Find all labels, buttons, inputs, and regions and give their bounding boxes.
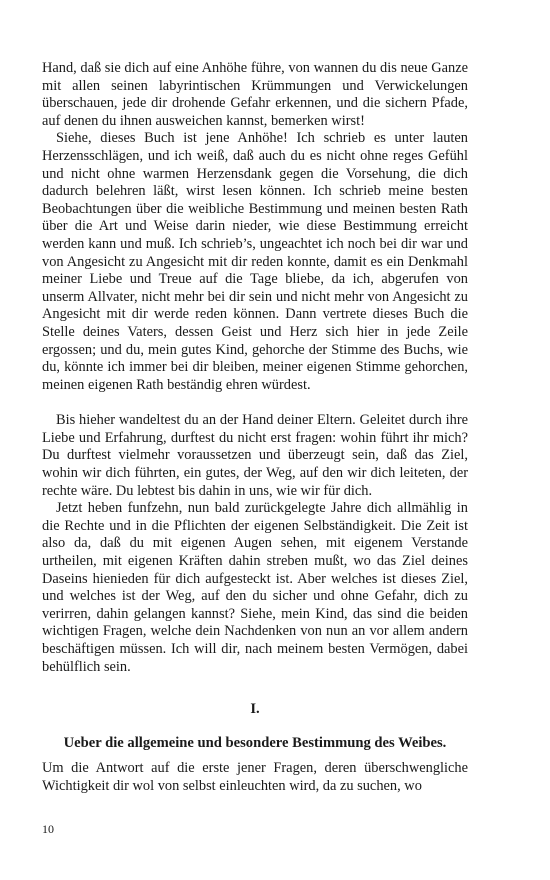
paragraph-continuation: Hand, daß sie dich auf eine Anhöhe führe, von wannen du dis neue Ganze mit allen seinen labyrintischen Krümmungen und Verwickelungen überschauen, jede dir drohende Gefahr erkennen, und die sichern Pfade, auf denen du ihnen ausweichen kannst, bemerken wirst! [42, 60, 468, 129]
book-page [42, 60, 468, 795]
paragraph-gap [42, 394, 468, 412]
paragraph-chapter-opening: Um die Antwort auf die erste jener Fragen, deren überschwengliche Wichtigkeit dir wol von selbst einleuchten wird, da zu suchen, wo [42, 760, 468, 794]
paragraph-book-as-height: Siehe, dieses Buch ist jene Anhöhe! Ich schrieb es unter lauten Herzensschlägen, und ich weiß, daß auch du es nicht ohne reges Gefühl und nicht ohne warmen Herzensdank gegen die Vorsehung, die dich dadurch belehren läßt, wirst lesen können. Ich schrieb meine besten Beobachtungen über die weibliche Bestimmung und meinen besten Rath über die Art und Weise darin nieder, wie diese Bestimmung erreicht werden kann und muß. Ich schrieb’s, ungeachtet ich noch bei dir war und von Angesicht zu Angesicht mit dir reden konnte, damit es ein Denkmahl meiner Liebe und Treue auf die Tage bliebe, da ich, abgerufen von unserm Allvater, nicht mehr bei dir sein und nicht mehr von Angesicht zu Angesicht mit dir werde reden können. Dann vertrete dieses Buch die Stelle deines Vaters, dessen Geist und Herz sich hier in jede Zeile ergossen; und du, mein gutes Kind, gehorche der Stimme des Buchs, wie du, könnte ich immer bei dir bleiben, meiner eigenen Stimme gehorchen, meinen eigenen Rath beständig ehren würdest. [42, 130, 468, 393]
paragraph-independence: Jetzt heben funfzehn, nun bald zurückgelegte Jahre dich allmählig in die Rechte und in die Pflichten der eigenen Selbständigkeit. Die Zeit ist also da, daß du mit eigenen Augen sehen, mit eigenem Verstande urtheilen, mit eigenen Kräften dahin streben mußt, wo das Ziel deines Daseins hienieden für dich aufgesteckt ist. Aber welches ist dieses Ziel, und welches ist der Weg, auf den du sicher und ohne Gefahr, dich zu verirren, dahin gelangen kannst? Siehe, mein Kind, das sind die beiden wichtigen Fragen, welche dein Nachdenken von nun an vor allem andern beschäftigen müssen. Ich will dir, nach meinem besten Vermögen, dabei behülflich sein. [42, 500, 468, 675]
paragraph-parents-guidance: Bis hieher wandeltest du an der Hand deiner Eltern. Geleitet durch ihre Liebe und Erfahrung, durftest du nicht erst fragen: wohin führt ihr mich? Du durftest vielmehr voraussetzen und überzeugt sein, daß das Ziel, wohin wir dich führten, ein gutes, der Weg, auf den wir dich leiteten, der rechte wäre. Du lebtest bis dahin in uns, wie wir für dich. [42, 412, 468, 499]
chapter-number: I. [250, 701, 260, 718]
chapter-title: Ueber die allgemeine und besondere Bestimmung des Weibes. [63, 735, 447, 752]
page-number: 10 [42, 822, 54, 836]
